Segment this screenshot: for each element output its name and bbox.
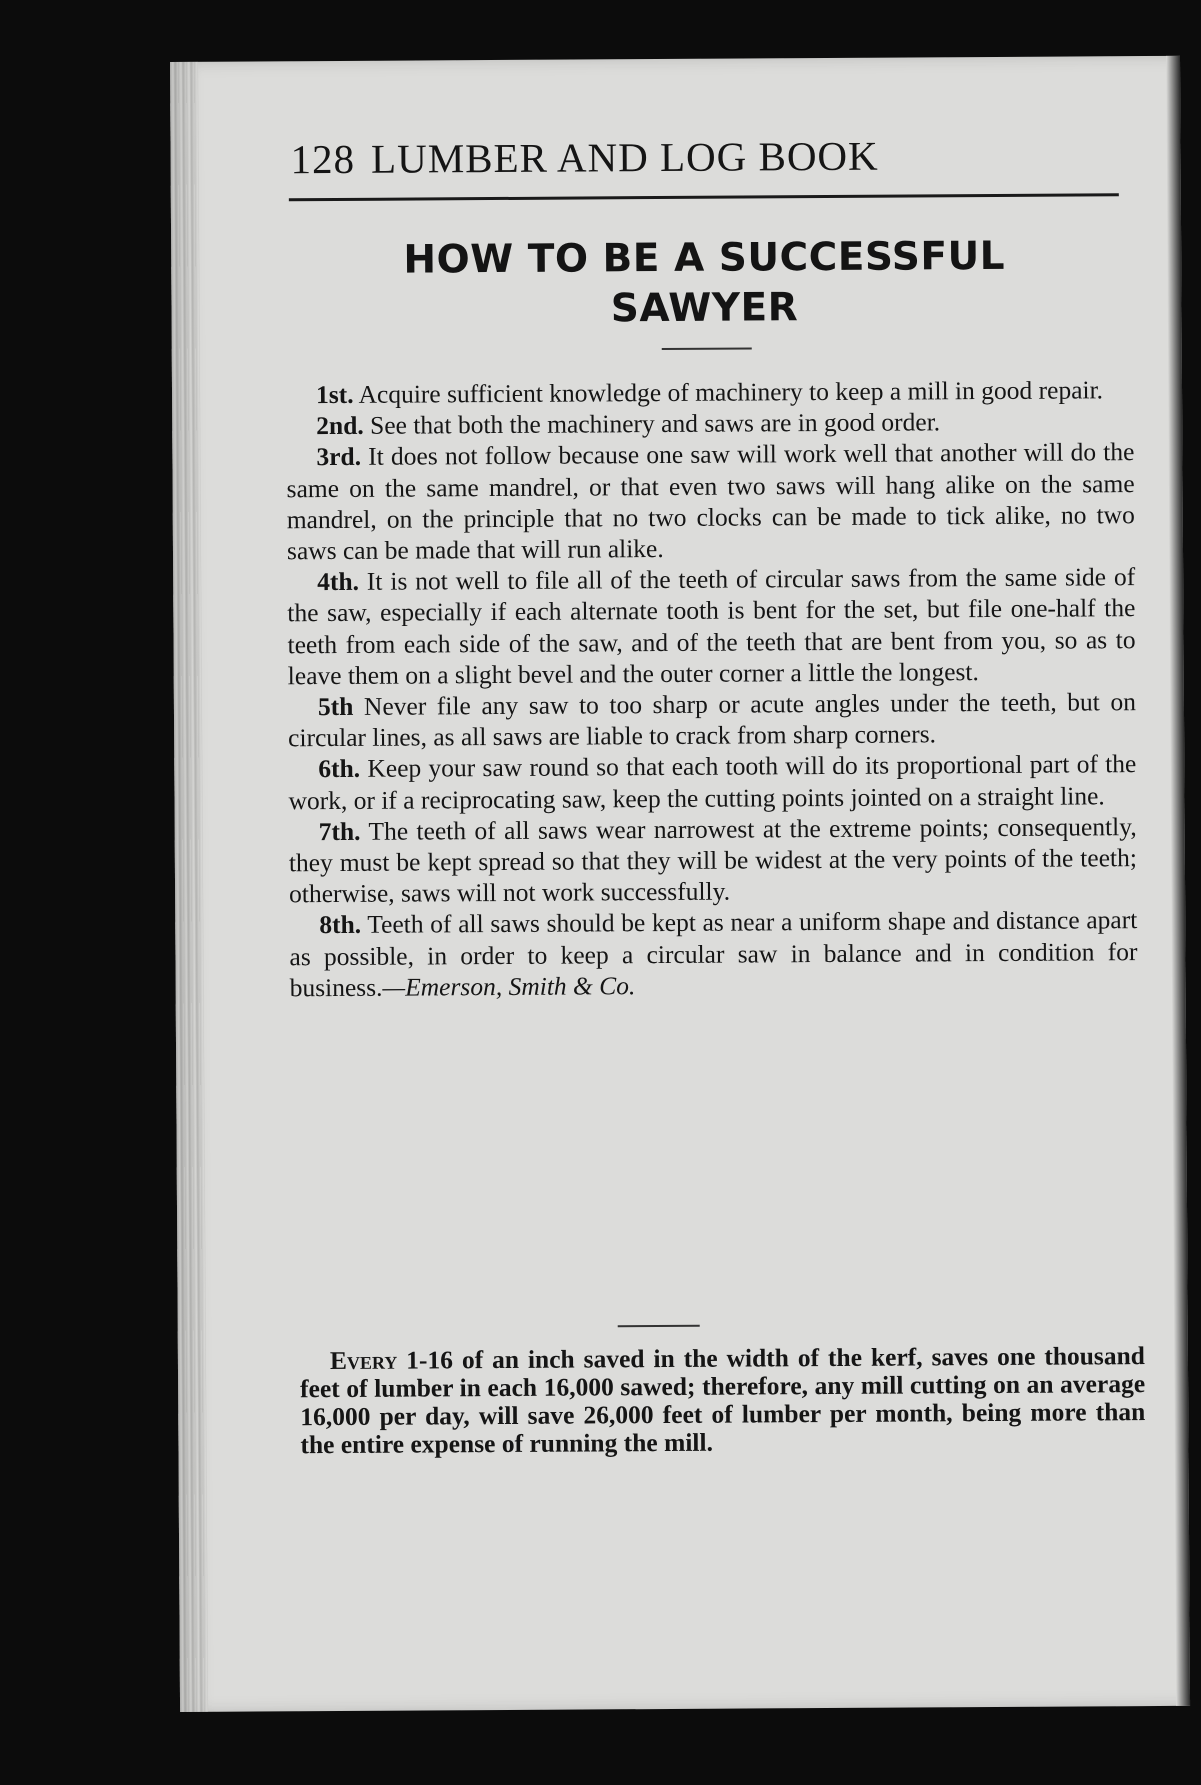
rule-number: 8th. xyxy=(319,910,362,940)
book-page xyxy=(170,56,1190,1712)
rule-number: 6th. xyxy=(318,754,361,784)
kerf-note-first-word: Every xyxy=(329,1345,398,1376)
running-head xyxy=(290,130,1130,183)
rule-paragraph xyxy=(288,749,1136,817)
page-gutter-shadow xyxy=(170,62,208,1712)
article-title-line-2: SAWYER xyxy=(610,285,799,332)
article-title-line-1: HOW TO BE A SUCCESSFUL xyxy=(403,233,1006,283)
rule-text: It is not well to file all of the teeth of circular saws from the same side of the saw, especially if each alternate tooth is bent for the set, but file one-half the teeth from each side of the saw, and of the teeth that are bent from you, so as to leave them on a slight bevel and the outer corner a little the longest. xyxy=(287,562,1136,691)
rule-number: 7th. xyxy=(318,816,361,846)
rule-text: Never file any saw to too sharp or acute angles under the teeth, but on circular lines, as all saws are liable to crack from sharp corners. xyxy=(288,687,1137,753)
rule-number: 2nd. xyxy=(316,411,364,441)
rule-text: The teeth of all saws wear narrowest at the extreme points; consequently, they must be kept spread so that they will be widest at the very points of the teeth; otherwise, saws will not work successfully. xyxy=(288,811,1137,909)
attribution: —Emerson, Smith & Co. xyxy=(382,971,636,1002)
rule-paragraph xyxy=(286,437,1135,567)
article-body xyxy=(286,374,1138,1003)
rule-text: Teeth of all saws should be kept as near a uniform shape and distance apart as possible, in order to keep a circular saw in balance and in condition for business. xyxy=(289,905,1138,1003)
kerf-note-text: 1-16 of an inch saved in the width of the kerf, saves one thousand feet of lumber in each 16,000 sawed; therefore, any mill cutting on an average 16,000 per day, will save 26,000 feet of lumber per month, being more than the entire expense of running the mill. xyxy=(300,1341,1146,1460)
rule-text: Keep your saw round so that each tooth will do its proportional part of the work, or if a reciprocating saw, keep the cutting points jointed on a straight line. xyxy=(288,749,1137,815)
section-rule xyxy=(618,1325,700,1328)
rule-number: 3rd. xyxy=(316,442,362,472)
rule-text: It does not follow because one saw will work well that another will do the same on the same mandrel, or that even two saws will hang alike on the same mandrel, on the principle that no two clocks can be made to tick alike, no two saws can be made that will run alike. xyxy=(286,437,1135,566)
rule-text: Acquire sufficient knowledge of machinery to keep a mill in good repair. xyxy=(358,375,1104,409)
rule-number: 1st. xyxy=(315,379,354,410)
rule-paragraph xyxy=(288,686,1136,754)
book-title: LUMBER AND LOG BOOK xyxy=(370,132,879,182)
rule-paragraph xyxy=(286,374,1134,410)
rule-paragraph xyxy=(289,811,1138,910)
rule-text: See that both the machinery and saws are in good order. xyxy=(370,407,941,440)
kerf-note-paragraph xyxy=(300,1342,1146,1459)
header-rule xyxy=(289,193,1119,201)
page-number: 128 xyxy=(290,135,356,183)
kerf-note xyxy=(300,1342,1146,1459)
title-rule xyxy=(662,347,752,350)
page-right-edge xyxy=(1166,56,1190,1706)
rule-paragraph xyxy=(286,405,1134,441)
article-title xyxy=(289,231,1120,336)
rule-paragraph xyxy=(287,561,1136,691)
rule-number: 5th xyxy=(317,691,354,722)
rule-number: 4th. xyxy=(317,567,360,597)
rule-paragraph xyxy=(289,905,1138,1004)
